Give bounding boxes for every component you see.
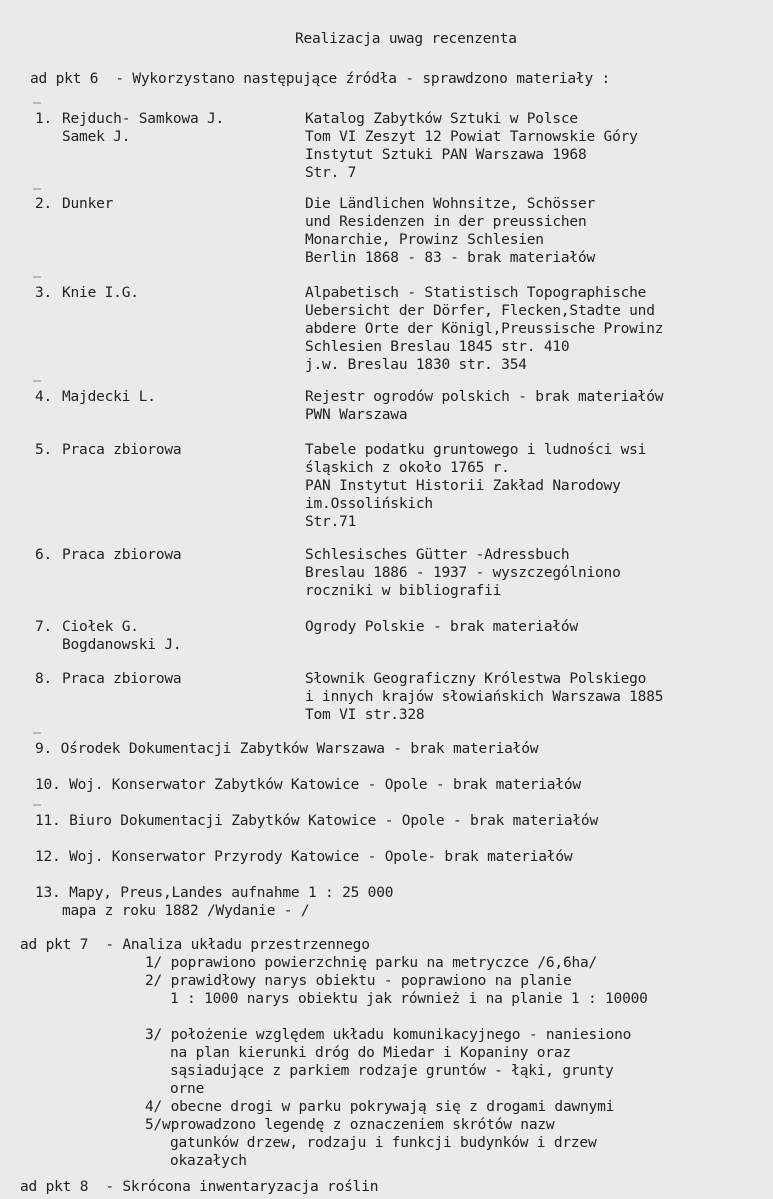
source-line: Katalog Zabytków Sztuki w Polsce [305,111,578,127]
section-6-label: ad pkt 6 [30,71,99,87]
list-item [35,848,572,866]
source-line: j.w. Breslau 1830 str. 354 [305,357,527,373]
source-line: PWN Warszawa [305,407,408,423]
source-line: Ogrody Polskie - brak materiałów [305,619,578,635]
list-item-number: 13. [35,885,61,901]
list-item-number: 10. [35,777,61,793]
scan-mark [33,188,41,190]
source-line: abdere Orte der Königl,Preussische Prowinz [305,321,664,337]
section-8-label: ad pkt 8 [20,1179,89,1195]
source-author: Praca zbiorowa [62,442,182,458]
analysis-item: 1/ poprawiono powierzchnię parku na metryczce /6,6ha/ [145,955,598,971]
source-number: 8. [35,671,53,687]
list-item-number: 12. [35,849,61,865]
source-line: śląskich z około 1765 r. [305,460,510,476]
section-8-heading [20,1178,378,1196]
source-line: roczniki w bibliografii [305,583,502,599]
source-line: Breslau 1886 - 1937 - wyszczególniono [305,565,621,581]
analysis-item-continued: 1 : 1000 narys obiektu jak również i na planie 1 : 10000 [170,991,648,1007]
list-item [35,740,538,758]
list-item-text-continued: mapa z roku 1882 /Wydanie - / [62,903,310,919]
source-line: Schlesisches Gütter -Adressbuch [305,547,570,563]
source-author: Praca zbiorowa [62,671,182,687]
section-6-text: - Wykorzystano następujące źródła - sprawdzono materiały : [115,71,611,87]
source-number: 3. [35,285,53,301]
section-7-text: - Analiza układu przestrzennego [105,937,370,953]
source-author: Ciołek G. [62,619,139,635]
analysis-item: 4/ obecne drogi w parku pokrywają się z drogami dawnymi [145,1099,615,1115]
list-item-text: Biuro Dokumentacji Zabytków Katowice - Opole - brak materiałów [69,813,598,829]
source-author: Knie I.G. [62,285,139,301]
source-line: Tom VI str.328 [305,707,425,723]
analysis-item: 3/ położenie względem układu komunikacyjnego - naniesiono [145,1027,632,1043]
source-author: Rejduch- Samkowa J. [62,111,225,127]
analysis-item: 5/wprowadzono legendę z oznaczeniem skrótów nazw [145,1117,555,1133]
source-line: Str.71 [305,514,357,530]
source-line: Tom VI Zeszyt 12 Powiat Tarnowskie Góry [305,129,638,145]
source-line: PAN Instytut Historii Zakład Narodowy [305,478,621,494]
source-author: Bogdanowski J. [62,637,182,653]
source-number: 1. [35,111,53,127]
scan-mark [33,732,41,734]
list-item-number: 9. [35,741,53,757]
source-line: Słownik Geograficzny Królestwa Polskiego [305,671,647,687]
source-number: 7. [35,619,53,635]
source-line: Tabele podatku gruntowego i ludności wsi [305,442,647,458]
section-6-heading [30,70,610,88]
source-line: Rejestr ogrodów polskich - brak materiałów [305,389,664,405]
source-author: Dunker [62,196,114,212]
source-line: Str. 7 [305,165,357,181]
analysis-item-continued: na plan kierunki dróg do Miedar i Kopaniny oraz [170,1045,571,1061]
source-number: 5. [35,442,53,458]
source-line: Instytut Sztuki PAN Warszawa 1968 [305,147,587,163]
analysis-item: 2/ prawidłowy narys obiektu - poprawiono na planie [145,973,572,989]
source-number: 6. [35,547,53,563]
list-item [35,776,581,794]
source-line: Alpabetisch - Statistisch Topographische [305,285,647,301]
scan-mark [33,102,41,104]
list-item-text: Mapy, Preus,Landes aufnahme 1 : 25 000 [69,885,394,901]
list-item-number: 11. [35,813,61,829]
analysis-item-continued: gatunków drzew, rodzaju i funkcji budynków i drzew [170,1135,597,1151]
scan-mark [33,380,41,382]
section-8-text: - Skrócona inwentaryzacja roślin [105,1179,379,1195]
section-7-heading [20,936,370,954]
list-item [35,812,598,830]
analysis-item-continued: sąsiadujące z parkiem rodzaje gruntów - łąki, grunty [170,1063,614,1079]
list-item [35,884,393,902]
source-line: Monarchie, Prowinz Schlesien [305,232,544,248]
analysis-item-continued: okazałych [170,1153,247,1169]
list-item-text: Woj. Konserwator Przyrody Katowice - Opole- brak materiałów [69,849,573,865]
source-author: Samek J. [62,129,131,145]
source-line: Die Ländlichen Wohnsitze, Schösser [305,196,596,212]
source-line: Schlesien Breslau 1845 str. 410 [305,339,570,355]
section-7-label: ad pkt 7 [20,937,89,953]
list-item-text: Woj. Konserwator Zabytków Katowice - Opole - brak materiałów [69,777,581,793]
scan-mark [33,276,41,278]
source-line: und Residenzen in der preussichen [305,214,587,230]
source-author: Praca zbiorowa [62,547,182,563]
list-item-text: Ośrodek Dokumentacji Zabytków Warszawa - brak materiałów [60,741,539,757]
page-title: Realizacja uwag recenzenta [295,31,517,47]
source-line: im.Ossolińskich [305,496,433,512]
source-author: Majdecki L. [62,389,156,405]
scan-mark [33,804,41,806]
source-line: Berlin 1868 - 83 - brak materiałów [305,250,596,266]
source-line: i innych krajów słowiańskich Warszawa 1885 [305,689,664,705]
source-number: 4. [35,389,53,405]
source-line: Uebersicht der Dörfer, Flecken,Stadte und [305,303,655,319]
analysis-item-continued: orne [170,1081,205,1097]
source-number: 2. [35,196,53,212]
